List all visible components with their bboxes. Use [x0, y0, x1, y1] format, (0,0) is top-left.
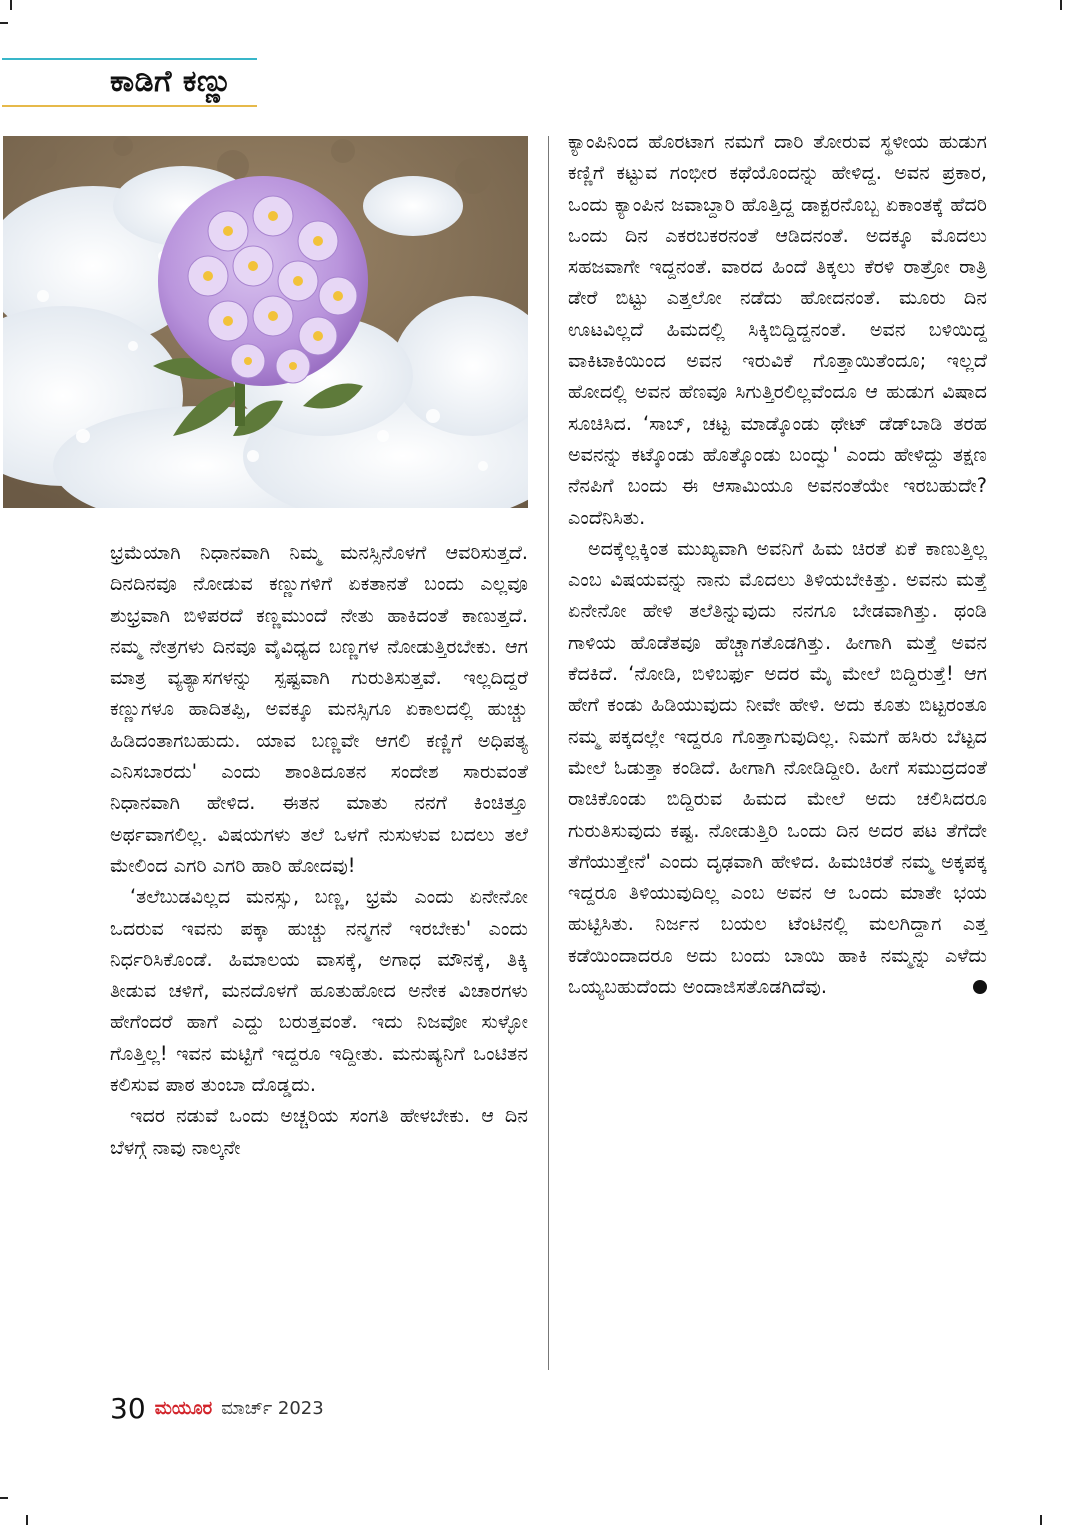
paragraph: ‘ತಲೆಬುಡವಿಲ್ಲದ ಮನಸ್ಸು, ಬಣ್ಣ, ಭ್ರಮೆ ಎಂದು ಏನೇನೋ ಒದರುವ ಇವನು ಪಕ್ಕಾ ಹುಚ್ಚು ನನ್ಮಗನೆ ಇರಬೇಕು' ಎಂದು ನಿರ್ಧರಿಸಿಕೊಂಡೆ. ಹಿಮಾಲಯ ವಾಸಕ್ಕೆ, ಅಗಾಧ ಮೌನಕ್ಕೆ, ತಿಕ್ಕಿ ತೀಡುವ ಚಳಿಗೆ, ಮನದೊಳಗೆ ಹೂತುಹೋದ ಅನೇಕ ವಿಚಾರಗಳು ಹೇಗೆಂದರೆ ಹಾಗೆ ಎದ್ದು ಬರುತ್ತವಂತೆ. ಇದು ನಿಜವೋ ಸುಳ್ಳೋ ಗೊತ್ತಿಲ್ಲ! ಇವನ ಮಟ್ಟಿಗೆ ಇದ್ದರೂ ಇದ್ದೀತು. ಮನುಷ್ಯನಿಗೆ ಒಂಟಿತನ ಕಲಿಸುವ ಪಾಠ ತುಂಬಾ ದೊಡ್ಡದು.: [110, 885, 528, 1097]
crop-mark-top-right: [1060, 0, 1062, 10]
section-rule-bottom: [2, 105, 257, 107]
paragraph: ಕ್ಯಾಂಪಿನಿಂದ ಹೊರಟಾಗ ನಮಗೆ ದಾರಿ ತೋರುವ ಸ್ಥಳೀಯ ಹುಡುಗ ಕಣ್ಣಿಗೆ ಕಟ್ಟುವ ಗಂಭೀರ ಕಥೆಯೊಂದನ್ನು ಹೇಳಿದ್ದ. ಅವನ ಪ್ರಕಾರ, ಒಂದು ಕ್ಯಾಂಪಿನ ಜವಾಬ್ದಾರಿ ಹೊತ್ತಿದ್ದ ಡಾಕ್ಟರನೊಬ್ಬ ಏಕಾಂತಕ್ಕೆ ಹೆದರಿ ಒಂದು ದಿನ ಎಕರಬಕರನಂತೆ ಆಡಿದನಂತೆ. ಅದಕ್ಕೂ ಮೊದಲು ಸಹಜವಾಗೇ ಇದ್ದನಂತೆ. ವಾರದ ಹಿಂದೆ ತಿಕ್ಕಲು ಕೆರಳಿ ರಾತ್ರೋ ರಾತ್ರಿ ಡೇರೆ ಬಿಟ್ಟು ಎತ್ತಲೋ ನಡೆದು ಹೋದನಂತೆ. ಮೂರು ದಿನ ಊಟವಿಲ್ಲದೆ ಹಿಮದಲ್ಲಿ ಸಿಕ್ಕಿಬಿದ್ದಿದ್ದನಂತೆ. ಅವನ ಬಳಿಯಿದ್ದ ವಾಕಿಟಾಕಿಯಿಂದ ಅವನ ಇರುವಿಕೆ ಗೊತ್ತಾಯಿತೆಂದೂ; ಇಲ್ಲದೆ ಹೋದಲ್ಲಿ ಅವನ ಹೆಣವೂ ಸಿಗುತ್ತಿರಲಿಲ್ಲವೆಂದೂ ಆ ಹುಡುಗ ವಿಷಾದ ಸೂಚಿಸಿದ. ‘ಸಾಬ್, ಚಟ್ಟ ಮಾಡ್ಕೊಂಡು ಥೇಟ್ ಡೆಡ್‌ಬಾಡಿ ತರಹ ಅವನನ್ನು ಕಟ್ಕೊಂಡು ಹೊತ್ಕೊಂಡು ಬಂದ್ವು' ಎಂದು ಹೇಳಿದ್ದು ತಕ್ಷಣ ನೆನಪಿಗೆ ಬಂದು ಈ ಆಸಾಮಿಯೂ ಅವನಂತೆಯೇ ಇರಬಹುದೇ? ಎಂದೆನಿಸಿತು.: [568, 130, 987, 529]
crop-mark-bottom-left: [26, 1515, 28, 1525]
section-title: ಕಾಡಿಗೆ ಕಣ್ಣು: [110, 64, 233, 99]
paragraph-text: ಅದಕ್ಕೆಲ್ಲಕ್ಕಿಂತ ಮುಖ್ಯವಾಗಿ ಅವನಿಗೆ ಹಿಮ ಚಿರತೆ ಏಕೆ ಕಾಣುತ್ತಿಲ್ಲ ಎಂಬ ವಿಷಯವನ್ನು ನಾನು ಮೊದಲು ತಿಳಿಯಬೇಕಿತ್ತು. ಅವನು ಮತ್ತೆ ಏನೇನೋ ಹೇಳಿ ತಲೆತಿನ್ನುವುದು ನನಗೂ ಬೇಡವಾಗಿತ್ತು. ಥಂಡಿ ಗಾಳಿಯ ಹೊಡೆತವೂ ಹೆಚ್ಚಾಗತೊಡಗಿತ್ತು. ಹೀಗಾಗಿ ಮತ್ತೆ ಅವನ ಕೆದಕಿದೆ. ‘ನೋಡಿ, ಬಿಳಿಬರ್ಫು ಅದರ ಮೈ ಮೇಲೆ ಬಿದ್ದಿರುತ್ತೆ! ಆಗ ಹೇಗೆ ಕಂಡು ಹಿಡಿಯುವುದು ನೀವೇ ಹೇಳಿ. ಅದು ಕೂತು ಬಿಟ್ಟರಂತೂ ನಮ್ಮ ಪಕ್ಕದಲ್ಲೇ ಇದ್ದರೂ ಗೊತ್ತಾಗುವುದಿಲ್ಲ. ನಿಮಗೆ ಹಸಿರು ಬೆಟ್ಟದ ಮೇಲೆ ಓಡುತ್ತಾ ಕಂಡಿದೆ. ಹೀಗಾಗಿ ನೋಡಿದ್ದೀರಿ. ಹೀಗೆ ಸಮುದ್ರದಂತೆ ರಾಚಿಕೊಂಡು ಬಿದ್ದಿರುವ ಹಿಮದ ಮೇಲೆ ಅದು ಚಲಿಸಿದರೂ ಗುರುತಿಸುವುದು ಕಷ್ಟ. ನೋಡುತ್ತಿರಿ ಒಂದು ದಿನ ಅದರ ಪಟ ತೆಗೆದೇ ತೆಗೆಯುತ್ತೇನೆ' ಎಂದು ದೃಢವಾಗಿ ಹೇಳಿದ. ಹಿಮಚಿರತೆ ನಮ್ಮ ಅಕ್ಕಪಕ್ಕ ಇದ್ದರೂ ತಿಳಿಯುವುದಿಲ್ಲ ಎಂಬ ಅವನ ಆ ಒಂದು ಮಾತೇ ಭಯ ಹುಟ್ಟಿಸಿತು. ನಿರ್ಜನ ಬಯಲ ಟೆಂಟಿನಲ್ಲಿ ಮಲಗಿದ್ದಾಗ ಎತ್ತ ಕಡೆಯಿಂದಾದರೂ ಅದು ಬಂದು ಬಾಯಿ ಹಾಕಿ ನಮ್ಮನ್ನು ಎಳೆದು ಒಯ್ಯಬಹುದೆಂದು ಅಂದಾಜಿಸತೊಡಗಿದೆವು.: [568, 536, 987, 999]
crop-mark-bottom-right: [1040, 1515, 1042, 1525]
paragraph: ಭ್ರಮೆಯಾಗಿ ನಿಧಾನವಾಗಿ ನಿಮ್ಮ ಮನಸ್ಸಿನೊಳಗೆ ಆವರಿಸುತ್ತದೆ. ದಿನದಿನವೂ ನೋಡುವ ಕಣ್ಣುಗಳಿಗೆ ಏಕತಾನತೆ ಬಂದು ಎಲ್ಲವೂ ಶುಭ್ರವಾಗಿ ಬಿಳಿಪರದೆ ಕಣ್ಣಮುಂದೆ ನೇತು ಹಾಕಿದಂತೆ ಕಾಣುತ್ತದೆ. ನಮ್ಮ ನೇತ್ರಗಳು ದಿನವೂ ವೈವಿಧ್ಯದ ಬಣ್ಣಗಳ ನೋಡುತ್ತಿರಬೇಕು. ಆಗ ಮಾತ್ರ ವ್ಯತ್ಯಾಸಗಳನ್ನು ಸ್ಪಷ್ಟವಾಗಿ ಗುರುತಿಸುತ್ತವೆ. ಇಲ್ಲದಿದ್ದರೆ ಕಣ್ಣುಗಳೂ ಹಾದಿತಪ್ಪಿ, ಅವಕ್ಕೂ ಮನಸ್ಸಿಗೂ ಏಕಾಲದಲ್ಲಿ ಹುಚ್ಚು ಹಿಡಿದಂತಾಗಬಹುದು. ಯಾವ ಬಣ್ಣವೇ ಆಗಲಿ ಕಣ್ಣಿಗೆ ಅಧಿಪತ್ಯ ಎನಿಸಬಾರದು' ಎಂದು ಶಾಂತಿದೂತನ ಸಂದೇಶ ಸಾರುವಂತೆ ನಿಧಾನವಾಗಿ ಹೇಳಿದ. ಈತನ ಮಾತು ನನಗೆ ಕಿಂಚಿತ್ತೂ ಅರ್ಥವಾಗಲಿಲ್ಲ. ವಿಷಯಗಳು ತಲೆ ಒಳಗೆ ನುಸುಳುವ ಬದಲು ತಲೆ ಮೇಲಿಂದ ಎಗರಿ ಎಗರಿ ಹಾರಿ ಹೋದವು!: [110, 541, 528, 877]
magazine-name: ಮಯೂರ: [154, 1398, 213, 1419]
paragraph: [568, 533, 987, 1002]
crop-mark-left-lower: [0, 1497, 8, 1499]
article-column-right: [568, 126, 987, 1002]
article-column-left: [110, 537, 528, 1163]
paragraph: ಇದರ ನಡುವೆ ಒಂದು ಅಚ್ಚರಿಯ ಸಂಗತಿ ಹೇಳಬೇಕು. ಆ ದಿನ ಬೆಳಗ್ಗೆ ನಾವು ನಾಲ್ಕನೇ: [110, 1104, 528, 1159]
crop-mark-top-left: [10, 0, 12, 10]
page-footer: [110, 1392, 324, 1432]
section-rule-top: [2, 58, 257, 60]
end-of-article-icon: [973, 980, 987, 994]
crop-mark-left-upper: [0, 22, 8, 24]
issue-date: ಮಾರ್ಚ್ 2023: [221, 1398, 324, 1419]
page-number: 30: [110, 1392, 146, 1425]
primula-flower-in-snow-photo: [3, 136, 528, 508]
column-divider: [548, 136, 549, 1370]
